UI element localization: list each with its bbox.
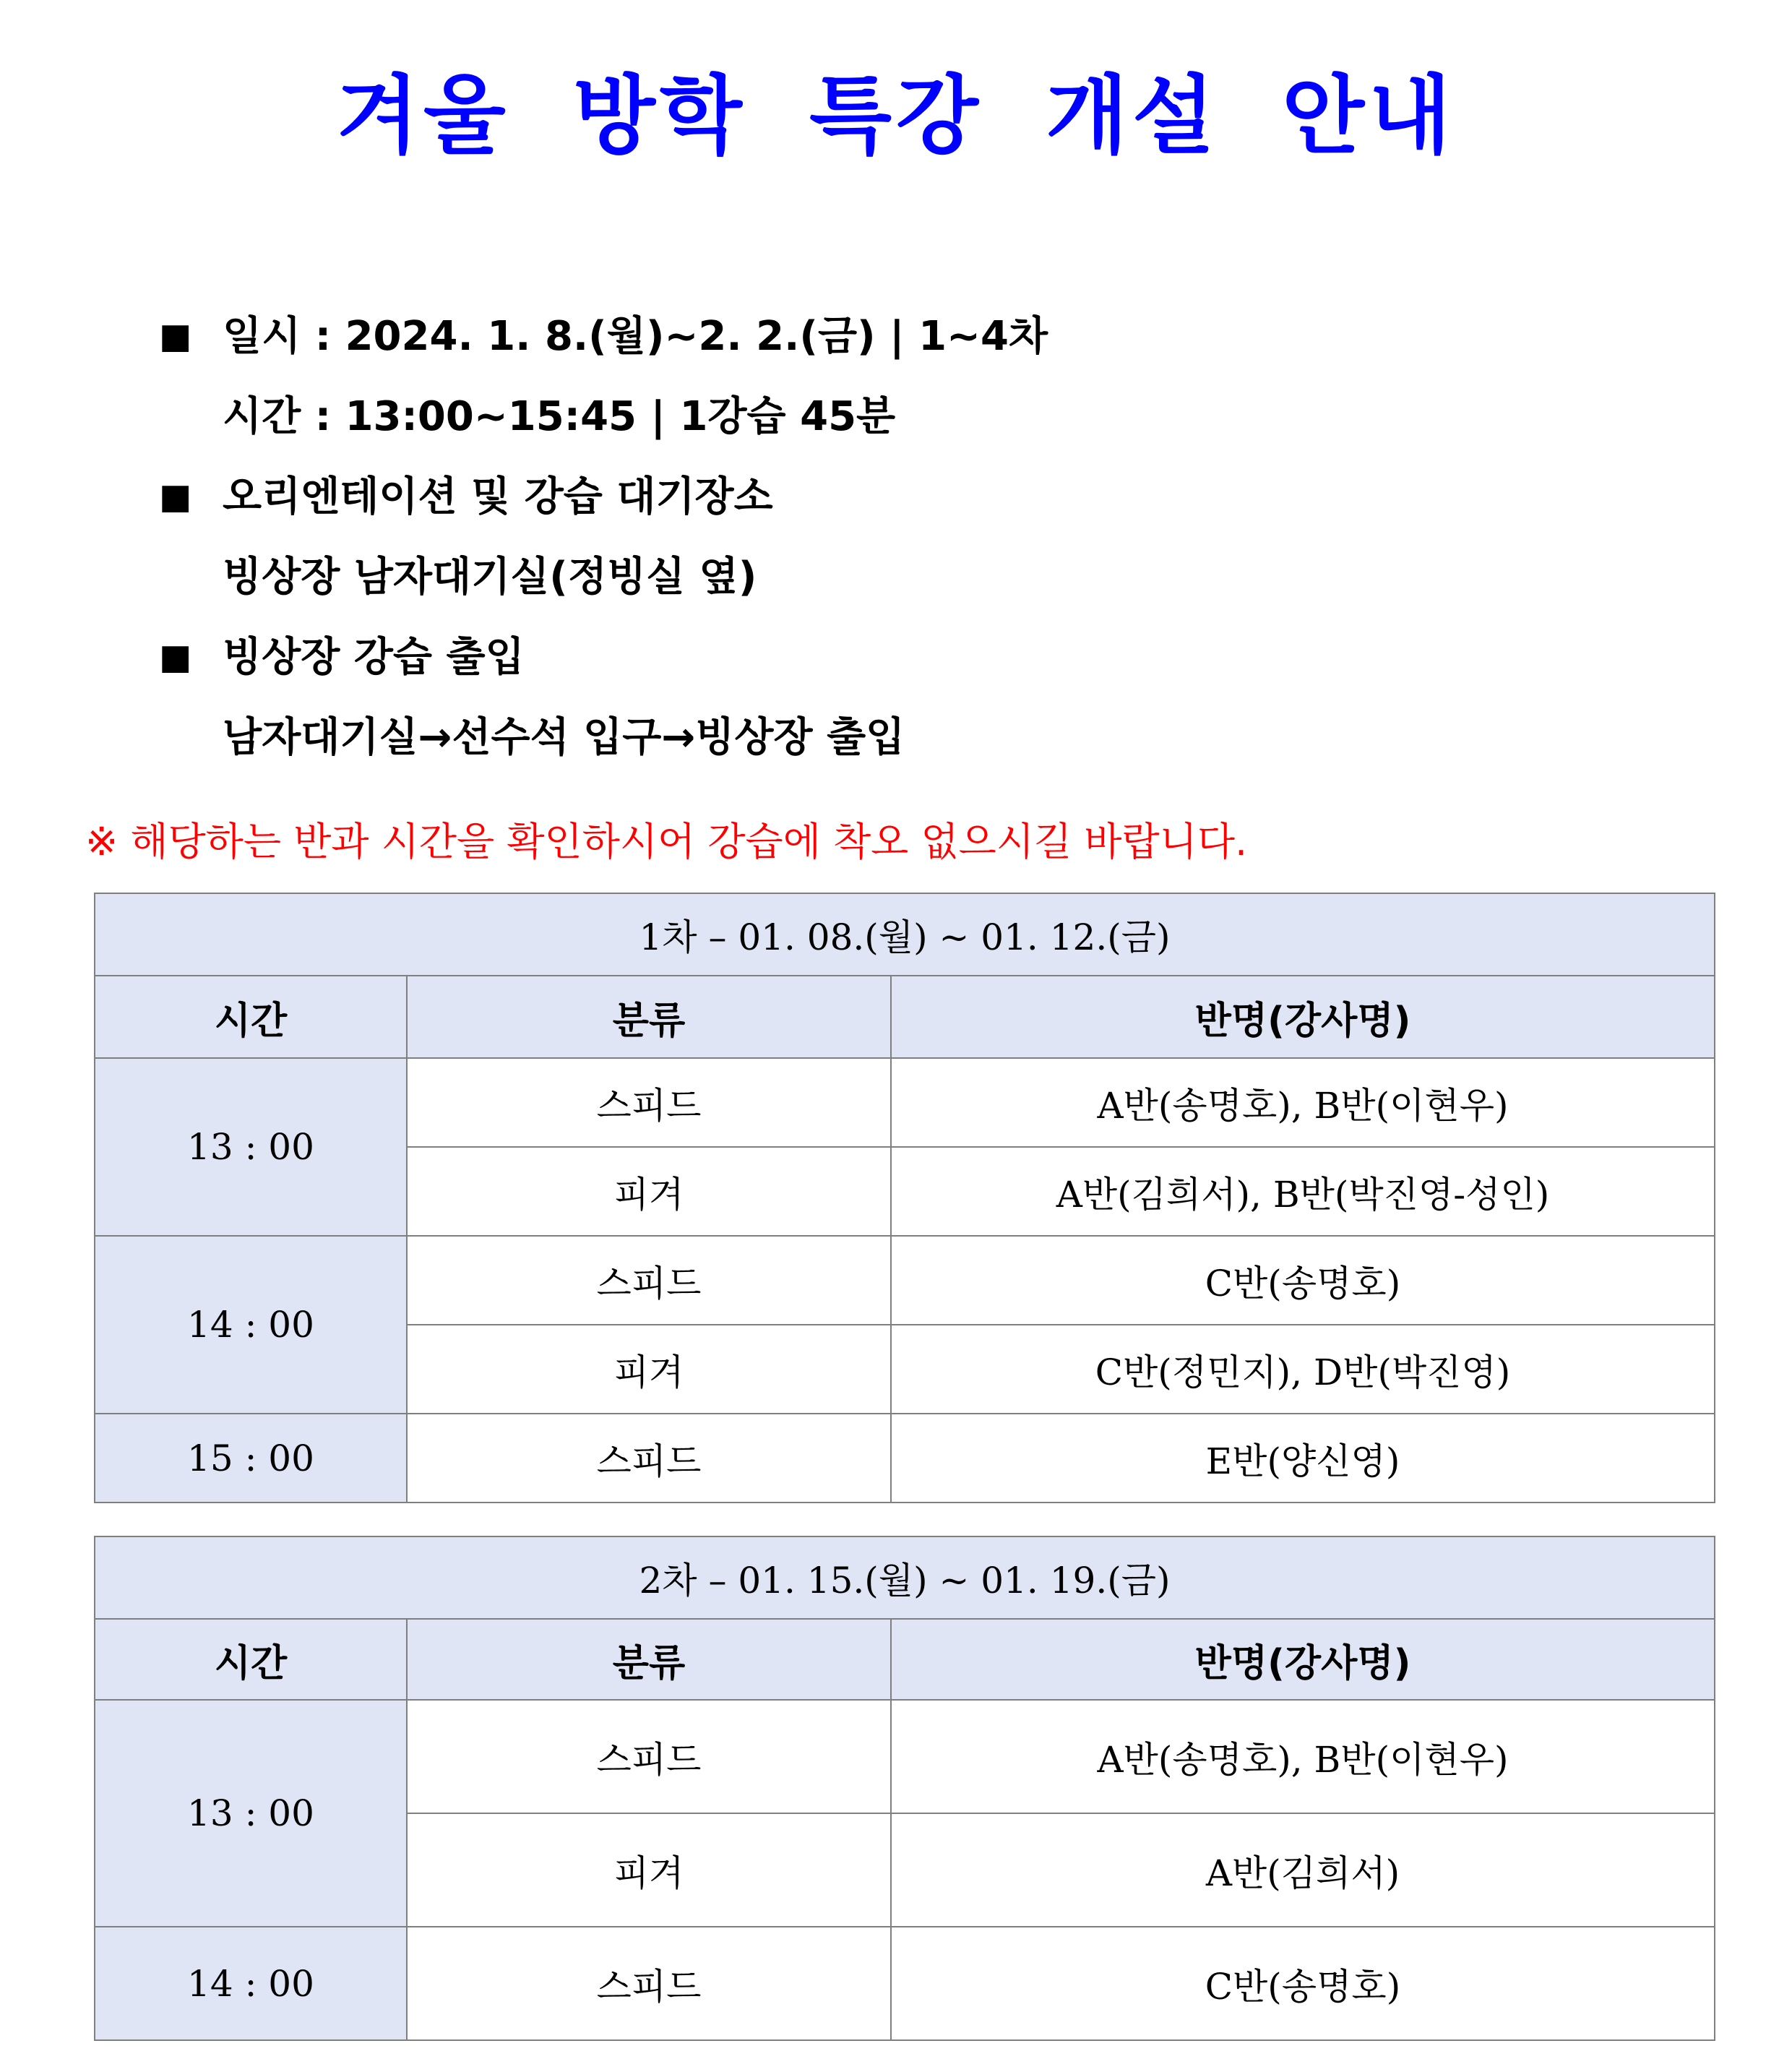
time-cell: 14 : 00	[95, 1236, 407, 1414]
info-line	[159, 457, 1048, 537]
table-caption: 2차 – 01. 15.(월) ~ 01. 19.(금)	[95, 1536, 1715, 1619]
category-cell: 스피드	[407, 1927, 891, 2040]
category-cell: 스피드	[407, 1236, 891, 1325]
time-cell: 13 : 00	[95, 1058, 407, 1236]
category-cell: 피겨	[407, 1325, 891, 1414]
table-row	[95, 1236, 1715, 1325]
column-header-category: 분류	[407, 1619, 891, 1700]
time-cell: 13 : 00	[95, 1700, 407, 1927]
table-row	[95, 1700, 1715, 1813]
class-cell: A반(김희서), B반(박진영-성인)	[891, 1147, 1715, 1236]
time-cell: 15 : 00	[95, 1414, 407, 1503]
info-line	[159, 617, 1048, 697]
column-header-time: 시간	[95, 1619, 407, 1700]
info-line	[159, 537, 1048, 617]
table-caption: 1차 – 01. 08.(월) ~ 01. 12.(금)	[95, 893, 1715, 976]
category-cell: 피겨	[407, 1813, 891, 1927]
page-title: 겨울 방학 특강 개설 안내	[336, 66, 1456, 166]
table-row	[95, 1058, 1715, 1147]
column-header-class: 반명(강사명)	[891, 1619, 1715, 1700]
class-cell: A반(송명호), B반(이현우)	[891, 1058, 1715, 1147]
square-bullet-icon: ■	[159, 637, 192, 677]
square-bullet-icon: ■	[159, 316, 192, 356]
class-cell: E반(양신영)	[891, 1414, 1715, 1503]
category-cell: 스피드	[407, 1414, 891, 1503]
schedule-table-2	[94, 1536, 1715, 2041]
table-row	[95, 1927, 1715, 2040]
info-text: 빙상장 강습 출입	[223, 634, 525, 681]
class-cell: A반(김희서)	[891, 1813, 1715, 1927]
category-cell: 스피드	[407, 1700, 891, 1813]
info-text: 남자대기실→선수석 입구→빙상장 출입	[223, 714, 905, 761]
class-cell: C반(정민지), D반(박진영)	[891, 1325, 1715, 1414]
column-header-time: 시간	[95, 976, 407, 1058]
class-cell: C반(송명호)	[891, 1927, 1715, 2040]
info-text: 시간 : 13:00~15:45 | 1강습 45분	[223, 393, 896, 440]
info-line	[159, 296, 1048, 377]
table-row	[95, 1414, 1715, 1503]
info-text: 빙상장 남자대기실(정빙실 옆)	[223, 554, 757, 601]
info-text: 일시 : 2024. 1. 8.(월)~2. 2.(금) | 1~4차	[223, 313, 1048, 360]
info-line	[159, 377, 1048, 457]
info-section	[159, 296, 1048, 778]
column-header-category: 분류	[407, 976, 891, 1058]
category-cell: 피겨	[407, 1147, 891, 1236]
class-cell: A반(송명호), B반(이현우)	[891, 1700, 1715, 1813]
class-cell: C반(송명호)	[891, 1236, 1715, 1325]
notice-text: ※ 해당하는 반과 시간을 확인하시어 강습에 착오 없으시길 바랍니다.	[85, 819, 1248, 864]
category-cell: 스피드	[407, 1058, 891, 1147]
info-line	[159, 697, 1048, 778]
time-cell: 14 : 00	[95, 1927, 407, 2040]
info-text: 오리엔테이션 및 강습 대기장소	[223, 473, 773, 520]
column-header-class: 반명(강사명)	[891, 976, 1715, 1058]
schedule-table-1	[94, 893, 1715, 1503]
square-bullet-icon: ■	[159, 476, 192, 517]
